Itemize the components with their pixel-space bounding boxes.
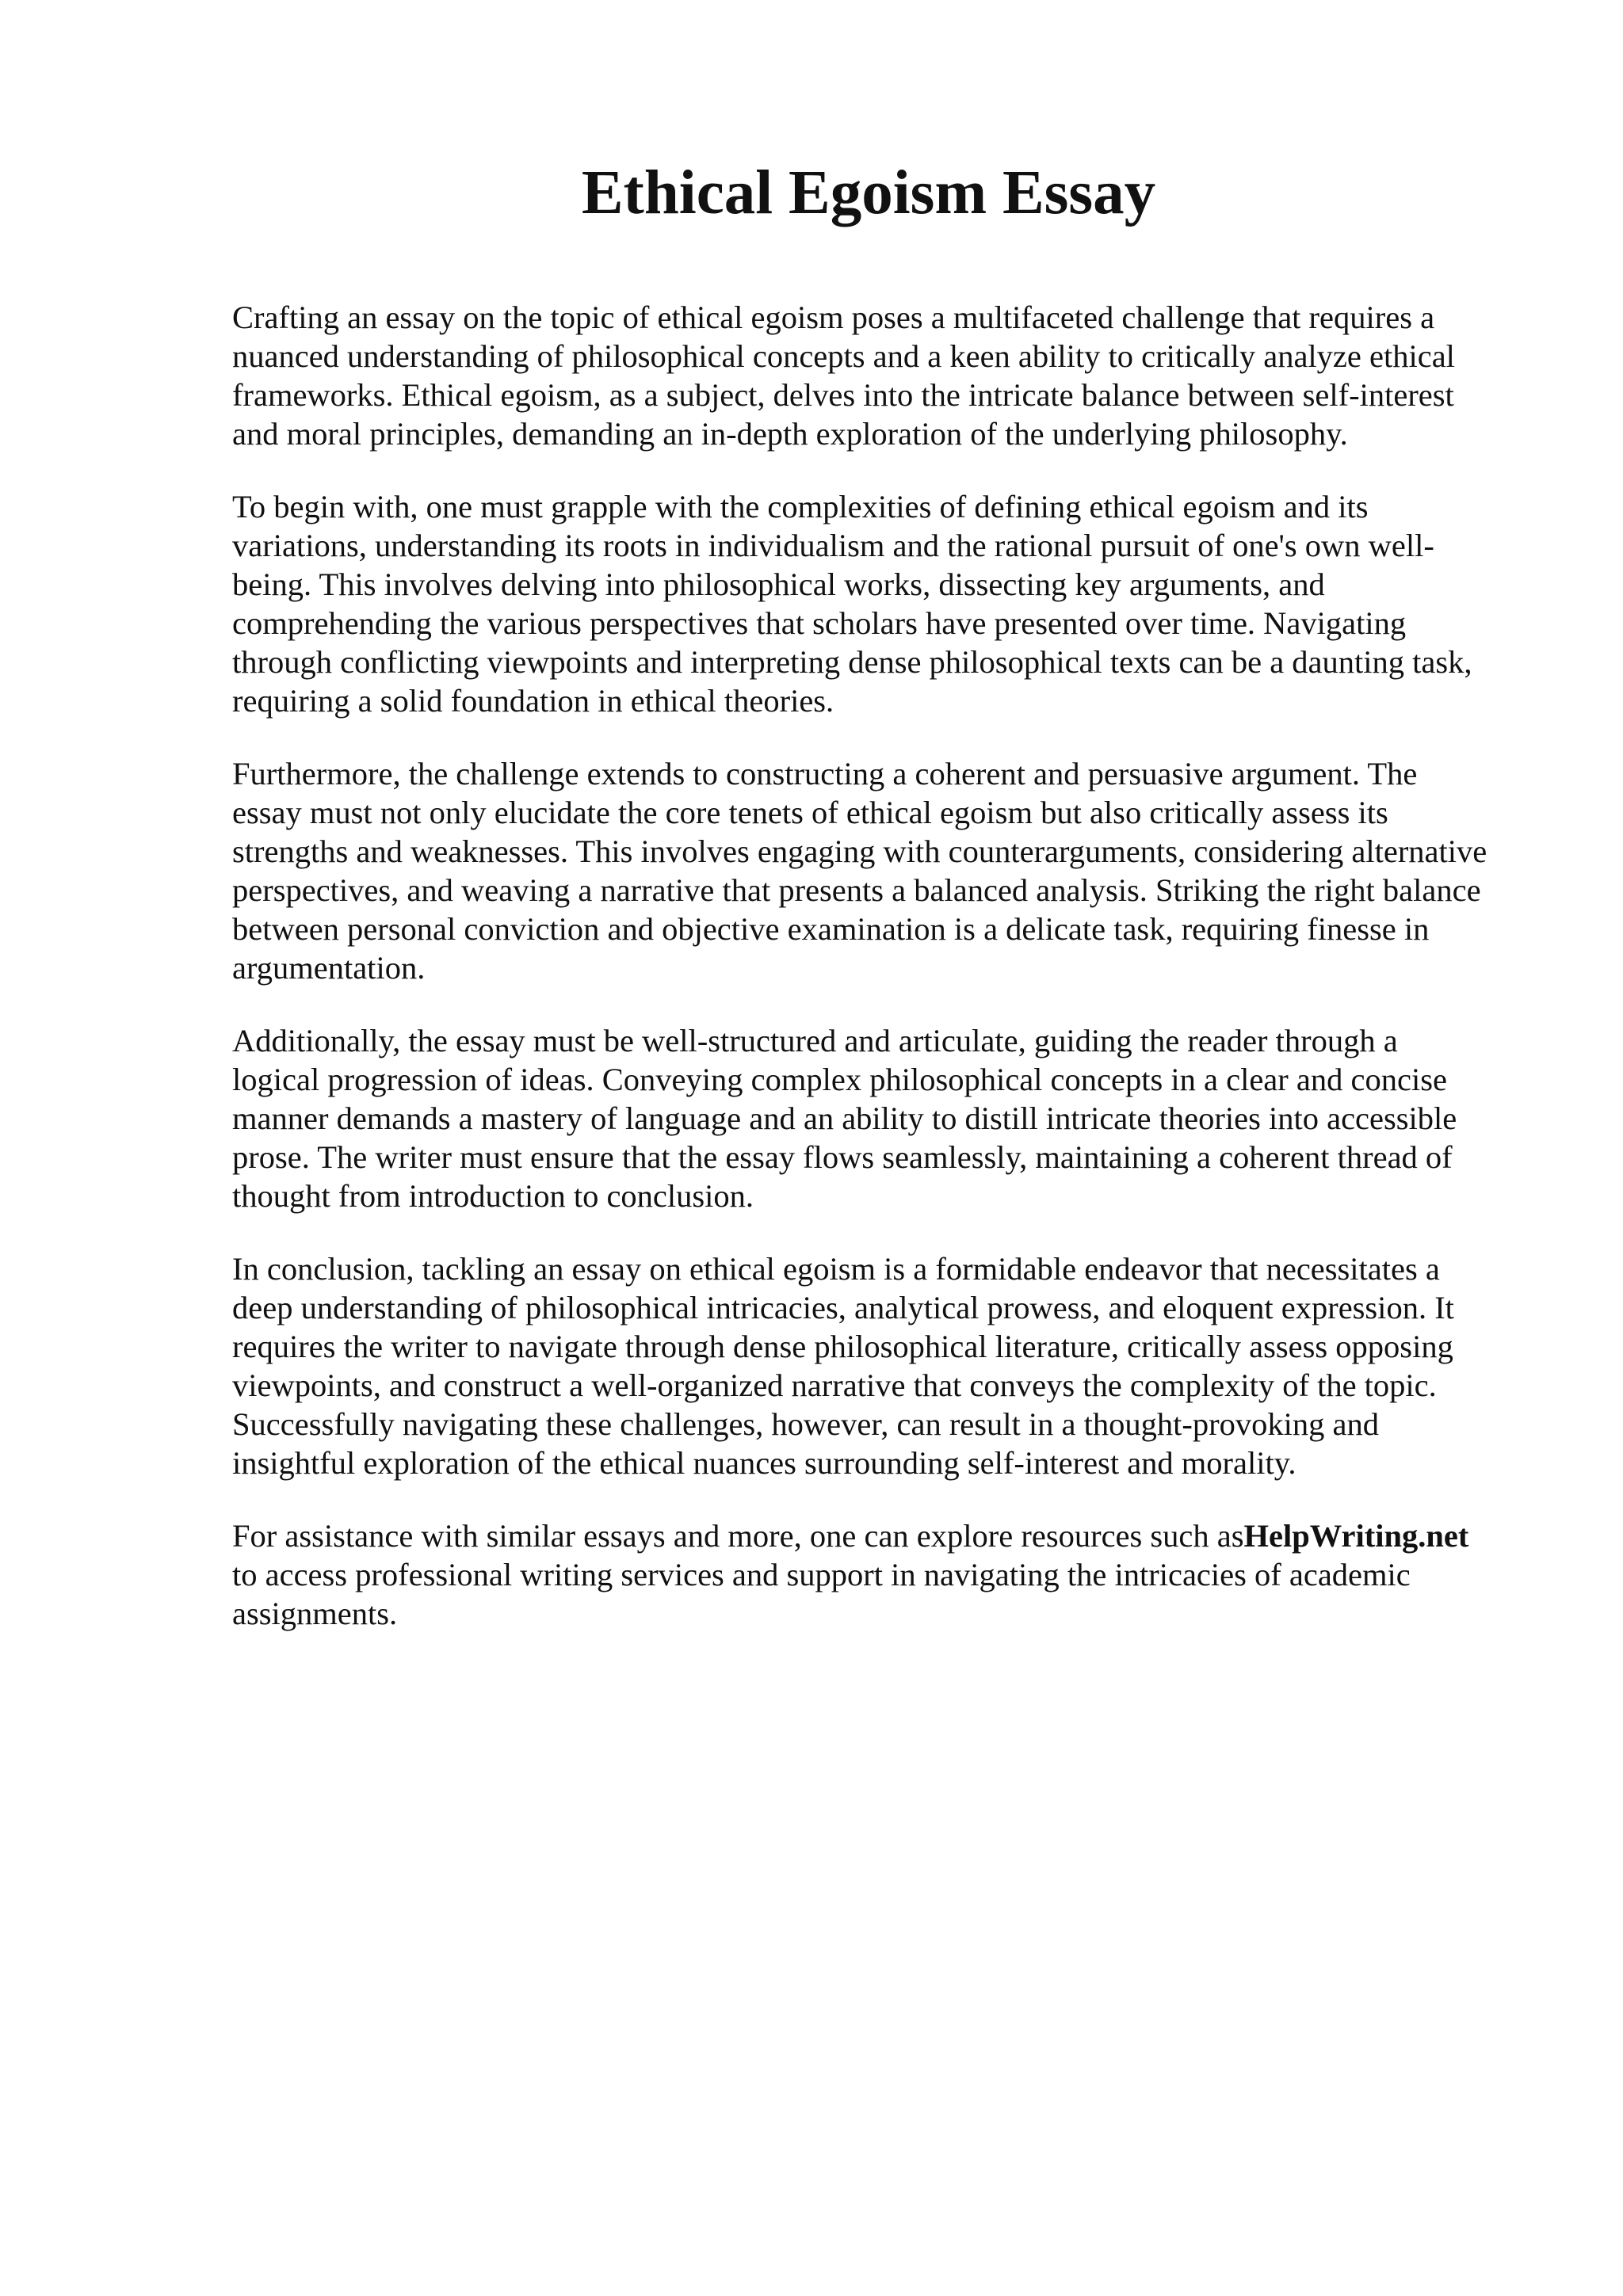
text-line: perspectives, and weaving a narrative that presents a balanced analysis. Striking the right balance bbox=[232, 872, 1481, 908]
paragraph-5 bbox=[232, 1249, 1548, 1482]
paragraph-3 bbox=[232, 754, 1548, 987]
paragraph-2 bbox=[232, 487, 1548, 720]
text-line: prose. The writer must ensure that the essay flows seamlessly, maintaining a coherent thread of bbox=[232, 1139, 1453, 1175]
text-line: through conflicting viewpoints and interpreting dense philosophical texts can be a daunting task, bbox=[232, 644, 1472, 680]
text-line: Crafting an essay on the topic of ethical egoism poses a multifaceted challenge that requires a bbox=[232, 299, 1435, 335]
paragraph-4 bbox=[232, 1021, 1548, 1215]
text-line: deep understanding of philosophical intricacies, analytical prowess, and eloquent expression. It bbox=[232, 1290, 1454, 1325]
text-line: Additionally, the essay must be well-structured and articulate, guiding the reader through a bbox=[232, 1023, 1398, 1058]
text-line: being. This involves delving into philosophical works, dissecting key arguments, and bbox=[232, 566, 1325, 602]
text-line: between personal conviction and objective examination is a delicate task, requiring finesse in bbox=[232, 911, 1430, 947]
page-title: Ethical Egoism Essay bbox=[581, 158, 1156, 227]
text-line: to access professional writing services and support in navigating the intricacies of academic bbox=[232, 1557, 1411, 1592]
text-line: essay must not only elucidate the core tenets of ethical egoism but also critically assess its bbox=[232, 795, 1388, 830]
text-line: and moral principles, demanding an in-depth exploration of the underlying philosophy. bbox=[232, 416, 1348, 452]
text-line: nuanced understanding of philosophical concepts and a keen ability to critically analyze ethical bbox=[232, 338, 1455, 374]
text-line: strengths and weaknesses. This involves engaging with counterarguments, considering alternative bbox=[232, 833, 1487, 869]
text-line: thought from introduction to conclusion. bbox=[232, 1178, 754, 1214]
text-line: Successfully navigating these challenges, however, can result in a thought-provoking and bbox=[232, 1406, 1379, 1442]
paragraph-1 bbox=[232, 298, 1548, 453]
text-line: frameworks. Ethical egoism, as a subject, delves into the intricate balance between self-interest bbox=[232, 377, 1454, 413]
text-line: To begin with, one must grapple with the complexities of defining ethical egoism and its bbox=[232, 489, 1369, 524]
text-line: insightful exploration of the ethical nuances surrounding self-interest and morality. bbox=[232, 1445, 1296, 1481]
text-line: requires the writer to navigate through dense philosophical literature, critically assess opposing bbox=[232, 1329, 1453, 1364]
text-line: argumentation. bbox=[232, 950, 426, 986]
text-line: viewpoints, and construct a well-organized narrative that conveys the complexity of the topic. bbox=[232, 1367, 1437, 1403]
closing-paragraph bbox=[232, 1516, 1548, 1633]
text-line: assignments. bbox=[232, 1596, 398, 1631]
text-line bbox=[232, 1516, 1548, 1555]
text-line: In conclusion, tackling an essay on ethical egoism is a formidable endeavor that necessitates a bbox=[232, 1251, 1440, 1287]
text-line: requiring a solid foundation in ethical theories. bbox=[232, 683, 834, 719]
text-line: comprehending the various perspectives that scholars have presented over time. Navigating bbox=[232, 605, 1407, 641]
essay-body bbox=[232, 298, 1548, 1667]
text-line: manner demands a mastery of language and an ability to distill intricate theories into accessible bbox=[232, 1100, 1457, 1136]
text-line: logical progression of ideas. Conveying complex philosophical concepts in a clear and concise bbox=[232, 1062, 1447, 1097]
closing-lead-text: For assistance with similar essays and more, one can explore resources such as bbox=[232, 1518, 1244, 1554]
brand-name: HelpWriting.net bbox=[1243, 1518, 1469, 1554]
text-line: Furthermore, the challenge extends to constructing a coherent and persuasive argument. The bbox=[232, 756, 1418, 791]
text-line: variations, understanding its roots in individualism and the rational pursuit of one's own well- bbox=[232, 528, 1434, 563]
